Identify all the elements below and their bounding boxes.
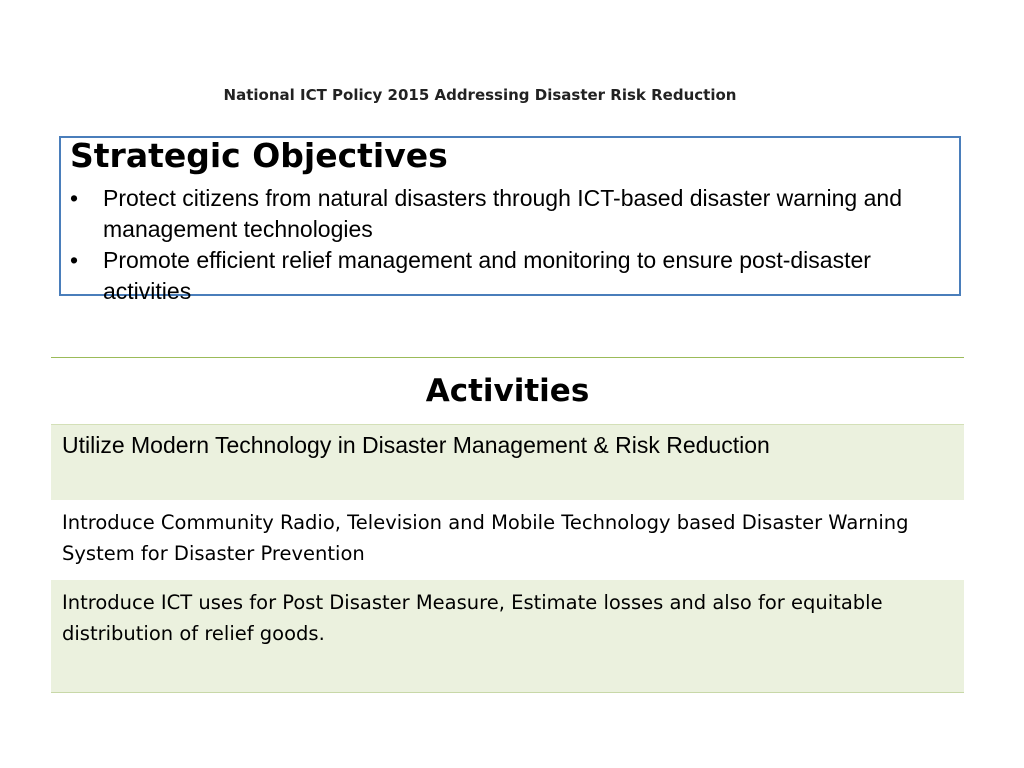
objective-item xyxy=(70,245,950,307)
strategic-objectives-box xyxy=(59,136,961,304)
objective-text: Promote efficient relief management and monitoring to ensure post-disaster activities xyxy=(103,247,871,304)
slide-title: National ICT Policy 2015 Addressing Disaster Risk Reduction xyxy=(223,86,737,104)
objective-item xyxy=(70,183,950,245)
activity-row: Utilize Modern Technology in Disaster Management & Risk Reduction xyxy=(51,425,964,500)
bullet-icon: • xyxy=(70,247,79,273)
objective-text: Protect citizens from natural disasters through ICT-based disaster warning and management technologies xyxy=(103,185,902,242)
bullet-icon: • xyxy=(70,185,79,211)
activity-row: Introduce ICT uses for Post Disaster Measure, Estimate losses and also for equitable distribution of relief goods. xyxy=(51,580,964,692)
strategic-objectives-heading: Strategic Objectives xyxy=(70,136,448,175)
objectives-list xyxy=(70,183,950,307)
activities-heading: Activities xyxy=(51,358,964,425)
activities-table xyxy=(51,357,964,693)
activity-row: Introduce Community Radio, Television and Mobile Technology based Disaster Warning System for Disaster Prevention xyxy=(62,511,909,565)
